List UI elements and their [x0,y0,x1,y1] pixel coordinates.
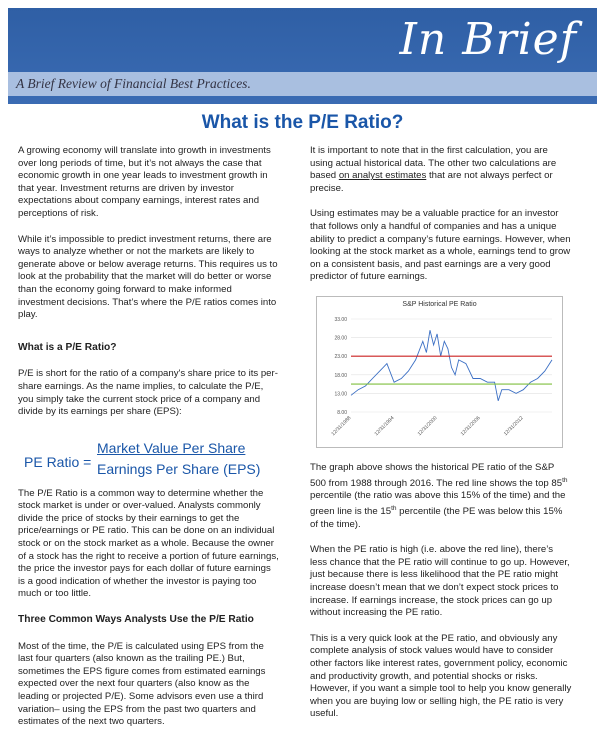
y-tick-label: 18.00 [334,372,347,379]
analyst-estimates-link[interactable]: on analyst estimates [338,170,427,182]
superscript: th [562,476,568,484]
newsletter-subtitle: A Brief Review of Financial Best Practices. [16,76,251,91]
text-segment: percentile (the PE was below this 15% of the time). [310,506,563,530]
series-line [351,330,552,401]
paragraph-graph-description [310,462,572,531]
paragraph-intro: A growing economy will translate into growth in investments over long periods of time, but it’s not always the case that economic growth in one year leads to investment growth in that year. Investment returns are driven by investor expectations about company earnings, interest rates and perceptions of risk. [18,145,271,219]
y-tick-label: 28.00 [334,335,347,342]
superscript: th [391,504,397,512]
heading-three-ways: Three Common Ways Analysts Use the P/E Ratio [18,614,254,626]
x-tick-label: 12/31/1988 [330,415,353,438]
paragraph-pe-usage: The P/E Ratio is a common way to determine whether the stock market is under or over-valued. Analysts commonly divide the price of stocks by their earnings to get the price/earnings or PE ratio. This can be done on an individual stock or on the stock market as a whole. Because the owner of a stock has the right to receive a portion of future earnings, the price the investor pays for each dollar of future earnings is a good indication of whether the investor is paying too much or too little. [18,487,279,600]
paragraph-estimates-note [310,145,572,195]
x-tick-label: 12/31/2012 [502,415,525,438]
subtitle-bar [8,72,597,96]
heading-what-is-pe: What is a P/E Ratio? [18,341,117,353]
chart-plot [317,297,562,447]
text-segment: It is important to note that in the first calculation, you are using actual historical data. The other two calculations are based [310,145,557,182]
pe-ratio-chart [316,296,563,448]
x-tick-label: 12/31/1994 [373,415,396,438]
newsletter-title: In Brief [399,14,577,65]
formula-numerator: Market Value Per Share [97,440,246,456]
text-segment: The graph above shows the historical PE ratio of the S&P 500 from 1988 through 2016. The red line shows the top 85 [310,461,563,489]
page-title: What is the P/E Ratio? [201,112,404,133]
paragraph-pe-definition: P/E is short for the ratio of a company's share price to its per-share earnings. As the name implies, to calculate the P/E, you simply take the current stock price of a company and divide by its earnings per share (EPS): [18,368,278,418]
y-tick-label: 8.00 [337,410,347,416]
chart-title: S&P Historical PE Ratio [402,301,477,308]
y-tick-label: 33.00 [334,317,347,323]
paragraph-high-pe: When the PE ratio is high (i.e. above the red line), there’s less chance that the PE ratio will continue to go up. However, just because there is less likelihood that the PE ratio might increase doesn’t mean that we don’t expect stock prices to increase. If earnings increase, the stock prices can go up without increasing the PE ratio. [310,544,570,619]
paragraph-trailing-leading: Most of the time, the P/E is calculated using EPS from the last four quarters (also known as the trailing PE.) But, sometimes the EPS figure comes from estimated earnings expected over the next four quarters (also know as the leading or projected P/E). Some advisors even use a third variation– using the EPS from the past two quarters and estimates of the next two quarters. [18,640,266,728]
text-segment: percentile (the ratio was above this 15% of the time) and the green line is the 15 [310,490,566,518]
paragraph-using-estimates: Using estimates may be a valuable practice for an investor that follows only a handful of companies and has a unique ability to predict a company’s future earnings. However, when looking at the stock market as a whole, earnings tend to grow on a consistent basis, and past earnings are a very good predictor of future earnings. [310,208,571,283]
text-segment: that are not always perfect or precise. [310,170,553,194]
x-tick-label: 12/31/2000 [416,415,439,438]
formula-denominator: Earnings Per Share (EPS) [97,461,261,477]
y-tick-label: 13.00 [334,391,347,398]
formula-lhs: PE Ratio = [24,454,92,470]
y-tick-label: 23.00 [334,354,347,361]
pe-formula [24,437,286,481]
paragraph-conclusion: This is a very quick look at the PE ratio, and obviously any complete analysis of stock values would have to consider other factors like interest rates, government policy, economic and productivity growth, and potential shocks or risks. However, if you want a simple tool to help you know generally when you are buying low or selling high, the PE ratio is very useful. [310,632,572,720]
paragraph-predict: While it’s impossible to predict investment returns, there are ways to analyze whether or not the markets are likely to generate above or below average returns. This requires us to look at the probability that the market will do better or worse than the economy going forward to make informed investment decisions. That’s where the P/E ratios comes into play. [18,233,278,321]
x-tick-label: 12/31/2006 [459,415,482,438]
